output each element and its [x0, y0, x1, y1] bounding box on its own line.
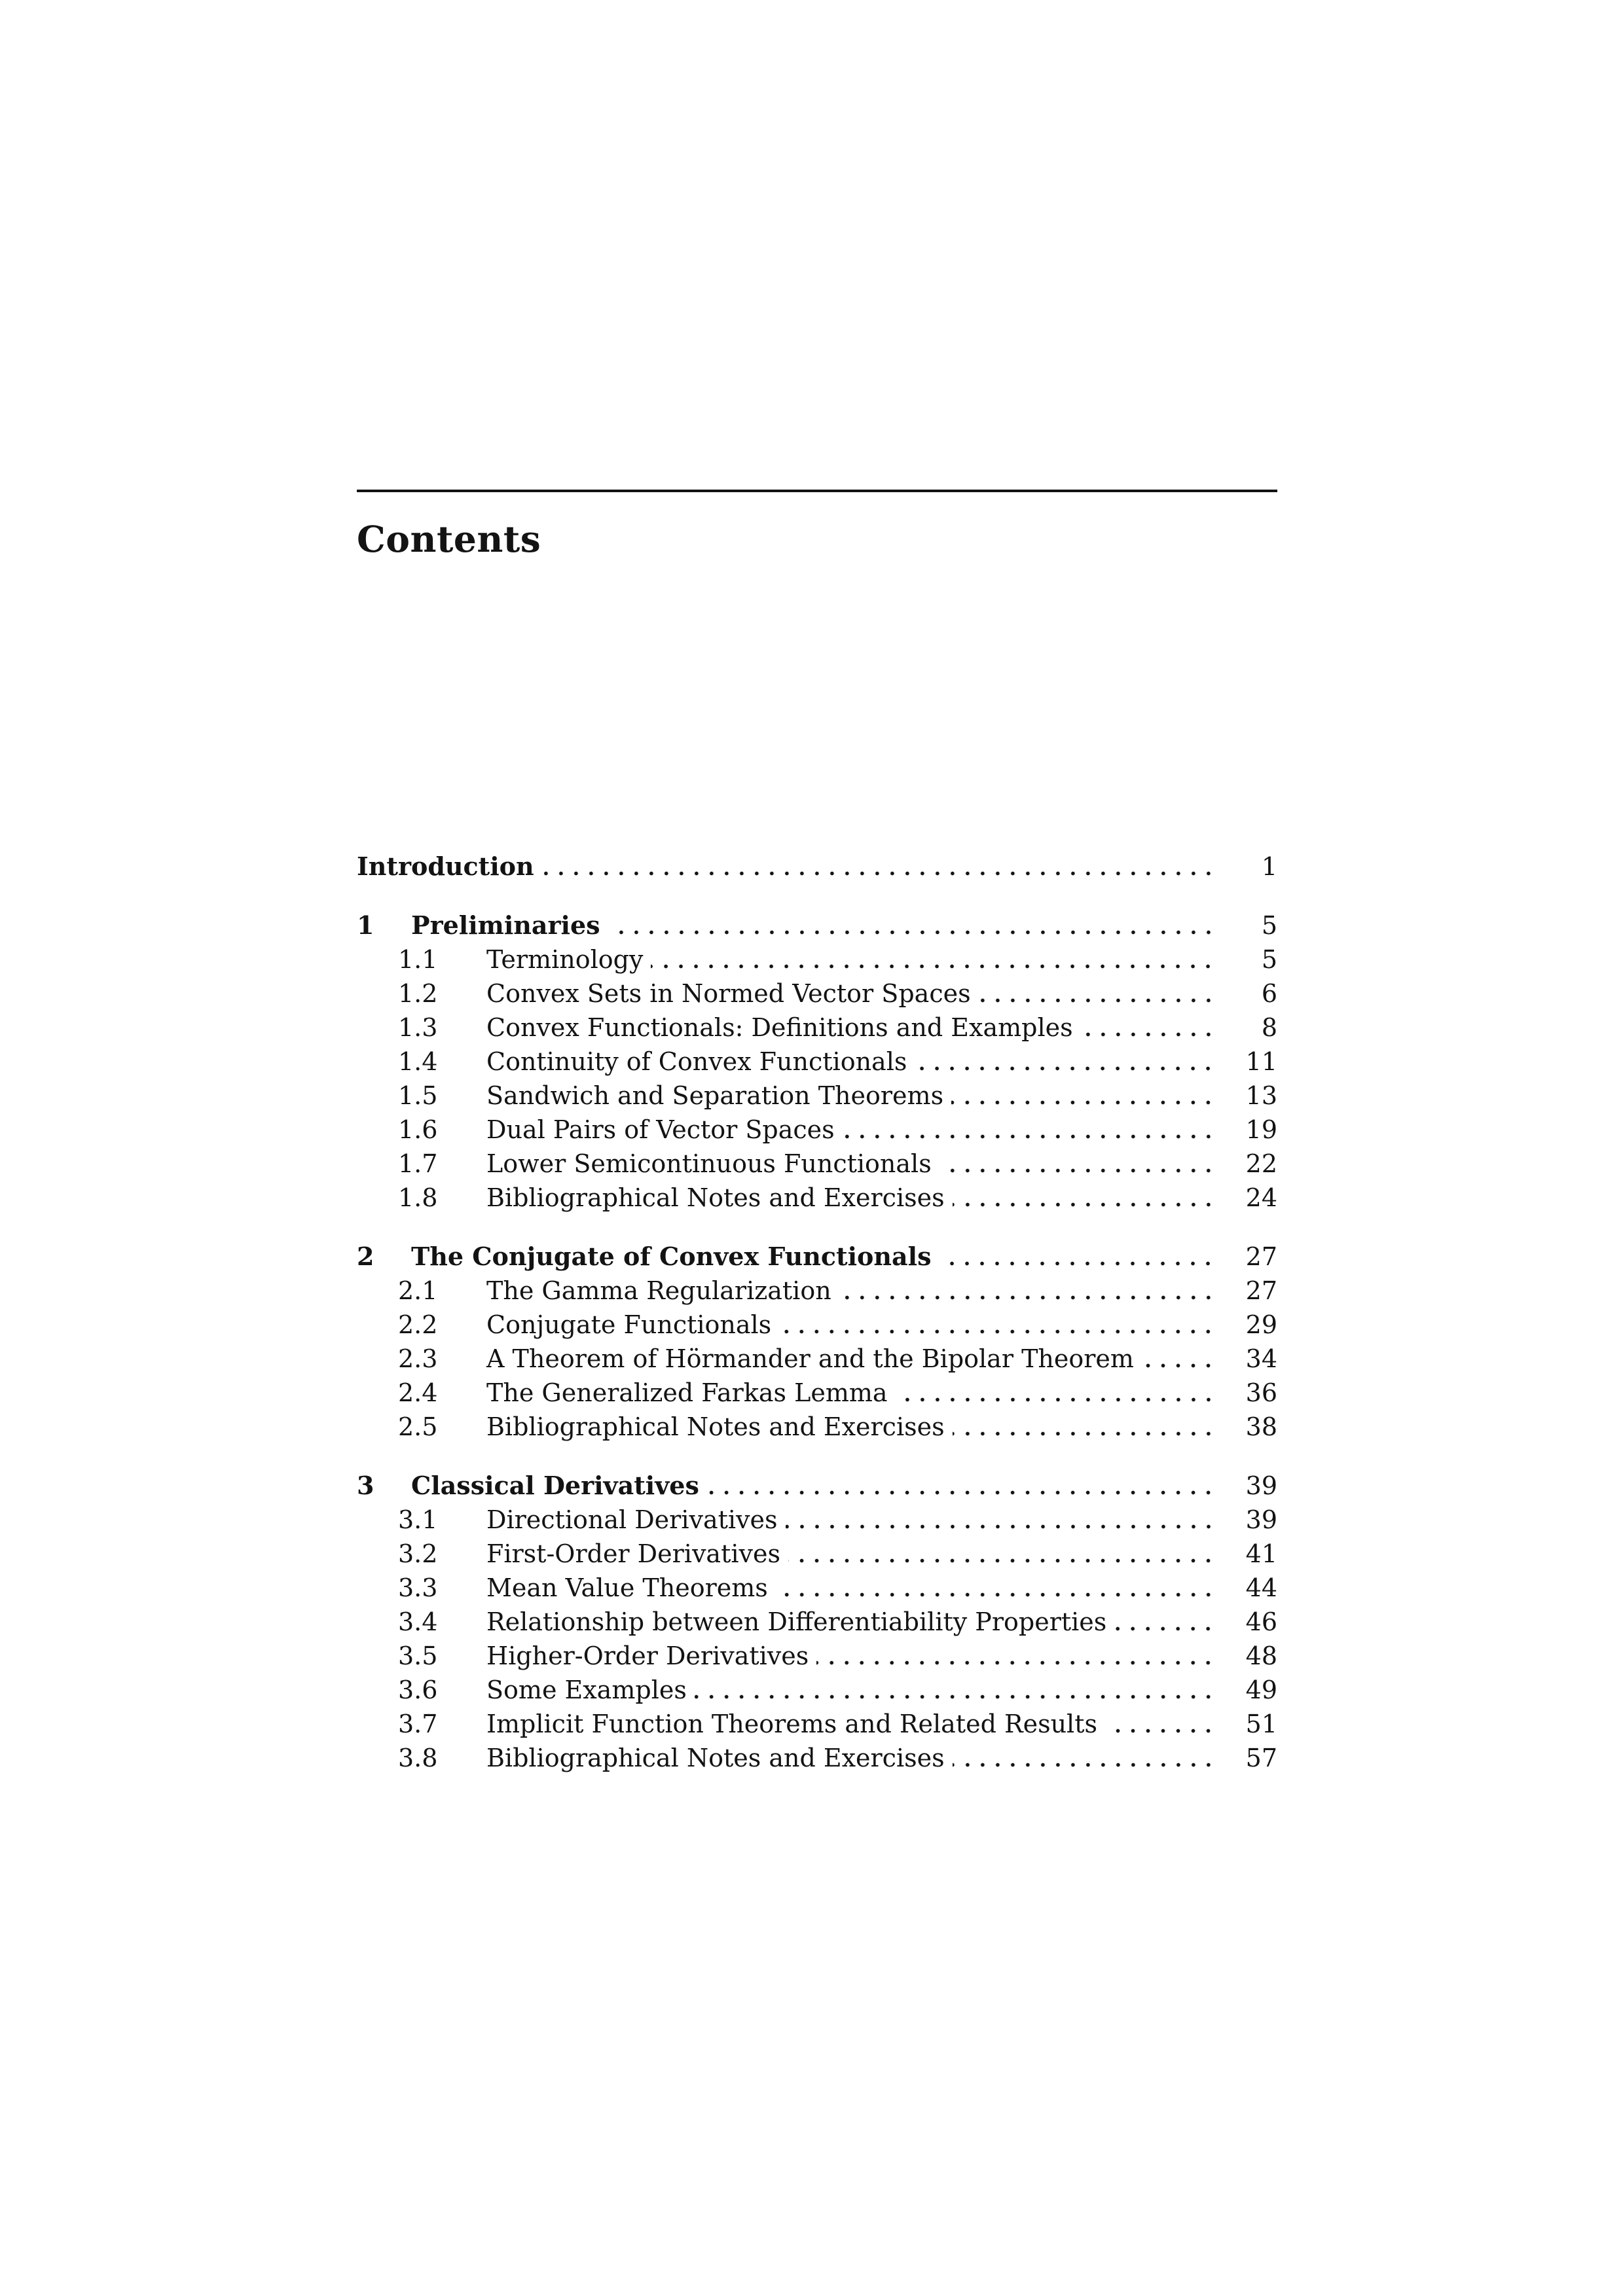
entry-page-number: 6	[1261, 979, 1277, 1008]
entry-page-number: 51	[1245, 1710, 1277, 1738]
entry-number: 3.7	[398, 1710, 438, 1738]
entry-title: Continuity of Convex Functionals	[486, 1047, 907, 1076]
entry-title: Terminology	[486, 945, 644, 974]
entry-page-number: 39	[1245, 1471, 1277, 1500]
entry-number: 3.4	[398, 1607, 438, 1636]
entry-page-number: 27	[1245, 1242, 1277, 1271]
dot-leader	[542, 871, 1216, 876]
entry-number: 3	[357, 1471, 374, 1500]
title-rule-divider	[357, 490, 1277, 492]
entry-title: Preliminaries	[411, 910, 600, 940]
entry-page-number: 22	[1245, 1149, 1277, 1178]
toc-entry-section-3.2	[357, 1534, 1277, 1568]
dot-leader	[776, 1592, 1216, 1597]
toc-entry-section-2.4	[357, 1373, 1277, 1407]
entry-page-number: 38	[1245, 1412, 1277, 1441]
entry-number: 3.6	[398, 1676, 438, 1704]
toc-entry-section-1.2	[357, 974, 1277, 1008]
entry-title: Implicit Function Theorems and Related Results	[486, 1710, 1097, 1738]
entry-page-number: 44	[1245, 1573, 1277, 1602]
entry-number: 1.1	[398, 945, 438, 974]
entry-title: Convex Functionals: Definitions and Examples	[486, 1013, 1073, 1042]
entry-title: Mean Value Theorems	[486, 1573, 768, 1602]
entry-title: Bibliographical Notes and Exercises	[486, 1744, 945, 1772]
entry-title: Higher-Order Derivatives	[486, 1641, 809, 1670]
entry-number: 1.4	[398, 1047, 438, 1076]
toc-entry-section-3.4	[357, 1602, 1277, 1636]
entry-page-number: 27	[1245, 1276, 1277, 1305]
entry-title: The Conjugate of Convex Functionals	[411, 1242, 932, 1271]
toc-entry-section-3.5	[357, 1636, 1277, 1670]
dot-leader	[839, 1295, 1216, 1300]
entry-page-number: 48	[1245, 1641, 1277, 1670]
entry-title: Lower Semicontinuous Functionals	[486, 1149, 932, 1178]
entry-page-number: 46	[1245, 1607, 1277, 1636]
dot-leader	[979, 998, 1216, 1003]
dot-leader	[1081, 1032, 1216, 1037]
entry-title: Convex Sets in Normed Vector Spaces	[486, 979, 971, 1008]
dot-leader	[939, 1168, 1216, 1173]
table-of-contents	[357, 847, 1277, 1772]
entry-page-number: 13	[1245, 1081, 1277, 1110]
dot-leader	[788, 1558, 1216, 1563]
entry-page-number: 39	[1245, 1505, 1277, 1534]
toc-entry-section-3.6	[357, 1670, 1277, 1704]
entry-number: 1.6	[398, 1115, 438, 1144]
entry-title: The Gamma Regularization	[486, 1276, 831, 1305]
dot-leader	[707, 1490, 1216, 1495]
entry-page-number: 19	[1245, 1115, 1277, 1144]
toc-entry-section-3.8	[357, 1738, 1277, 1772]
entry-number: 3.1	[398, 1505, 438, 1534]
entry-number: 1.2	[398, 979, 438, 1008]
entry-number: 1.5	[398, 1081, 438, 1110]
dot-leader	[651, 964, 1216, 969]
dot-leader	[953, 1431, 1216, 1436]
entry-page-number: 41	[1245, 1539, 1277, 1568]
toc-entry-introduction	[357, 847, 1277, 881]
entry-number: 2.4	[398, 1378, 438, 1407]
entry-title: Introduction	[357, 852, 534, 881]
dot-leader	[1105, 1729, 1216, 1733]
entry-page-number: 24	[1245, 1183, 1277, 1212]
dot-leader	[896, 1397, 1216, 1402]
entry-page-number: 29	[1245, 1310, 1277, 1339]
entry-page-number: 57	[1245, 1744, 1277, 1772]
toc-entry-section-1.6	[357, 1110, 1277, 1144]
entry-title: Bibliographical Notes and Exercises	[486, 1183, 945, 1212]
dot-leader	[951, 1100, 1216, 1105]
toc-entry-section-2.2	[357, 1305, 1277, 1339]
dot-leader	[779, 1329, 1216, 1334]
entry-title: Dual Pairs of Vector Spaces	[486, 1115, 835, 1144]
entry-title: Conjugate Functionals	[486, 1310, 772, 1339]
entry-number: 2	[357, 1242, 374, 1271]
entry-page-number: 11	[1245, 1047, 1277, 1076]
toc-entry-section-3.1	[357, 1500, 1277, 1534]
dot-leader	[786, 1524, 1216, 1529]
entry-number: 1	[357, 910, 374, 940]
entry-number: 1.8	[398, 1183, 438, 1212]
entry-title: Directional Derivatives	[486, 1505, 778, 1534]
entry-title: Classical Derivatives	[411, 1471, 699, 1500]
toc-entry-section-3.7	[357, 1704, 1277, 1738]
toc-entry-section-1.8	[357, 1178, 1277, 1212]
toc-entry-section-1.4	[357, 1042, 1277, 1076]
entry-page-number: 34	[1245, 1344, 1277, 1373]
entry-number: 3.5	[398, 1641, 438, 1670]
entry-title: Sandwich and Separation Theorems	[486, 1081, 944, 1110]
dot-leader	[1142, 1363, 1216, 1368]
entry-page-number: 8	[1261, 1013, 1277, 1042]
entry-title: First-Order Derivatives	[486, 1539, 780, 1568]
entry-page-number: 5	[1261, 911, 1277, 940]
entry-title: The Generalized Farkas Lemma	[486, 1378, 888, 1407]
entry-number: 3.3	[398, 1573, 438, 1602]
entry-number: 2.2	[398, 1310, 438, 1339]
toc-entry-chapter-1	[357, 906, 1277, 940]
entry-title: A Theorem of Hörmander and the Bipolar Theorem	[486, 1344, 1134, 1373]
entry-title: Some Examples	[486, 1676, 687, 1704]
entry-number: 2.1	[398, 1276, 438, 1305]
entry-page-number: 36	[1245, 1378, 1277, 1407]
toc-entry-chapter-3	[357, 1466, 1277, 1500]
dot-leader	[953, 1202, 1216, 1207]
entry-title: Bibliographical Notes and Exercises	[486, 1412, 945, 1441]
toc-entry-section-1.7	[357, 1144, 1277, 1178]
entry-number: 2.3	[398, 1344, 438, 1373]
toc-entry-section-2.5	[357, 1407, 1277, 1441]
dot-leader	[695, 1695, 1216, 1699]
dot-leader	[939, 1261, 1216, 1266]
entry-number: 3.2	[398, 1539, 438, 1568]
toc-entry-section-1.1	[357, 940, 1277, 974]
toc-entry-section-1.3	[357, 1008, 1277, 1042]
dot-leader	[953, 1763, 1216, 1767]
entry-page-number: 49	[1245, 1676, 1277, 1704]
toc-entry-section-2.1	[357, 1271, 1277, 1305]
entry-number: 2.5	[398, 1412, 438, 1441]
page-title: Contents	[357, 518, 541, 560]
dot-leader	[843, 1134, 1216, 1139]
entry-page-number: 5	[1261, 945, 1277, 974]
entry-title: Relationship between Differentiability Properties	[486, 1607, 1107, 1636]
dot-leader	[816, 1660, 1216, 1665]
dot-leader	[1114, 1626, 1216, 1631]
entry-number: 1.3	[398, 1013, 438, 1042]
toc-entry-section-2.3	[357, 1339, 1277, 1373]
entry-number: 1.7	[398, 1149, 438, 1178]
toc-entry-section-1.5	[357, 1076, 1277, 1110]
toc-entry-chapter-2	[357, 1237, 1277, 1271]
dot-leader	[915, 1066, 1216, 1071]
entry-number: 3.8	[398, 1744, 438, 1772]
dot-leader	[608, 930, 1216, 935]
toc-entry-section-3.3	[357, 1568, 1277, 1602]
entry-page-number: 1	[1261, 852, 1277, 881]
